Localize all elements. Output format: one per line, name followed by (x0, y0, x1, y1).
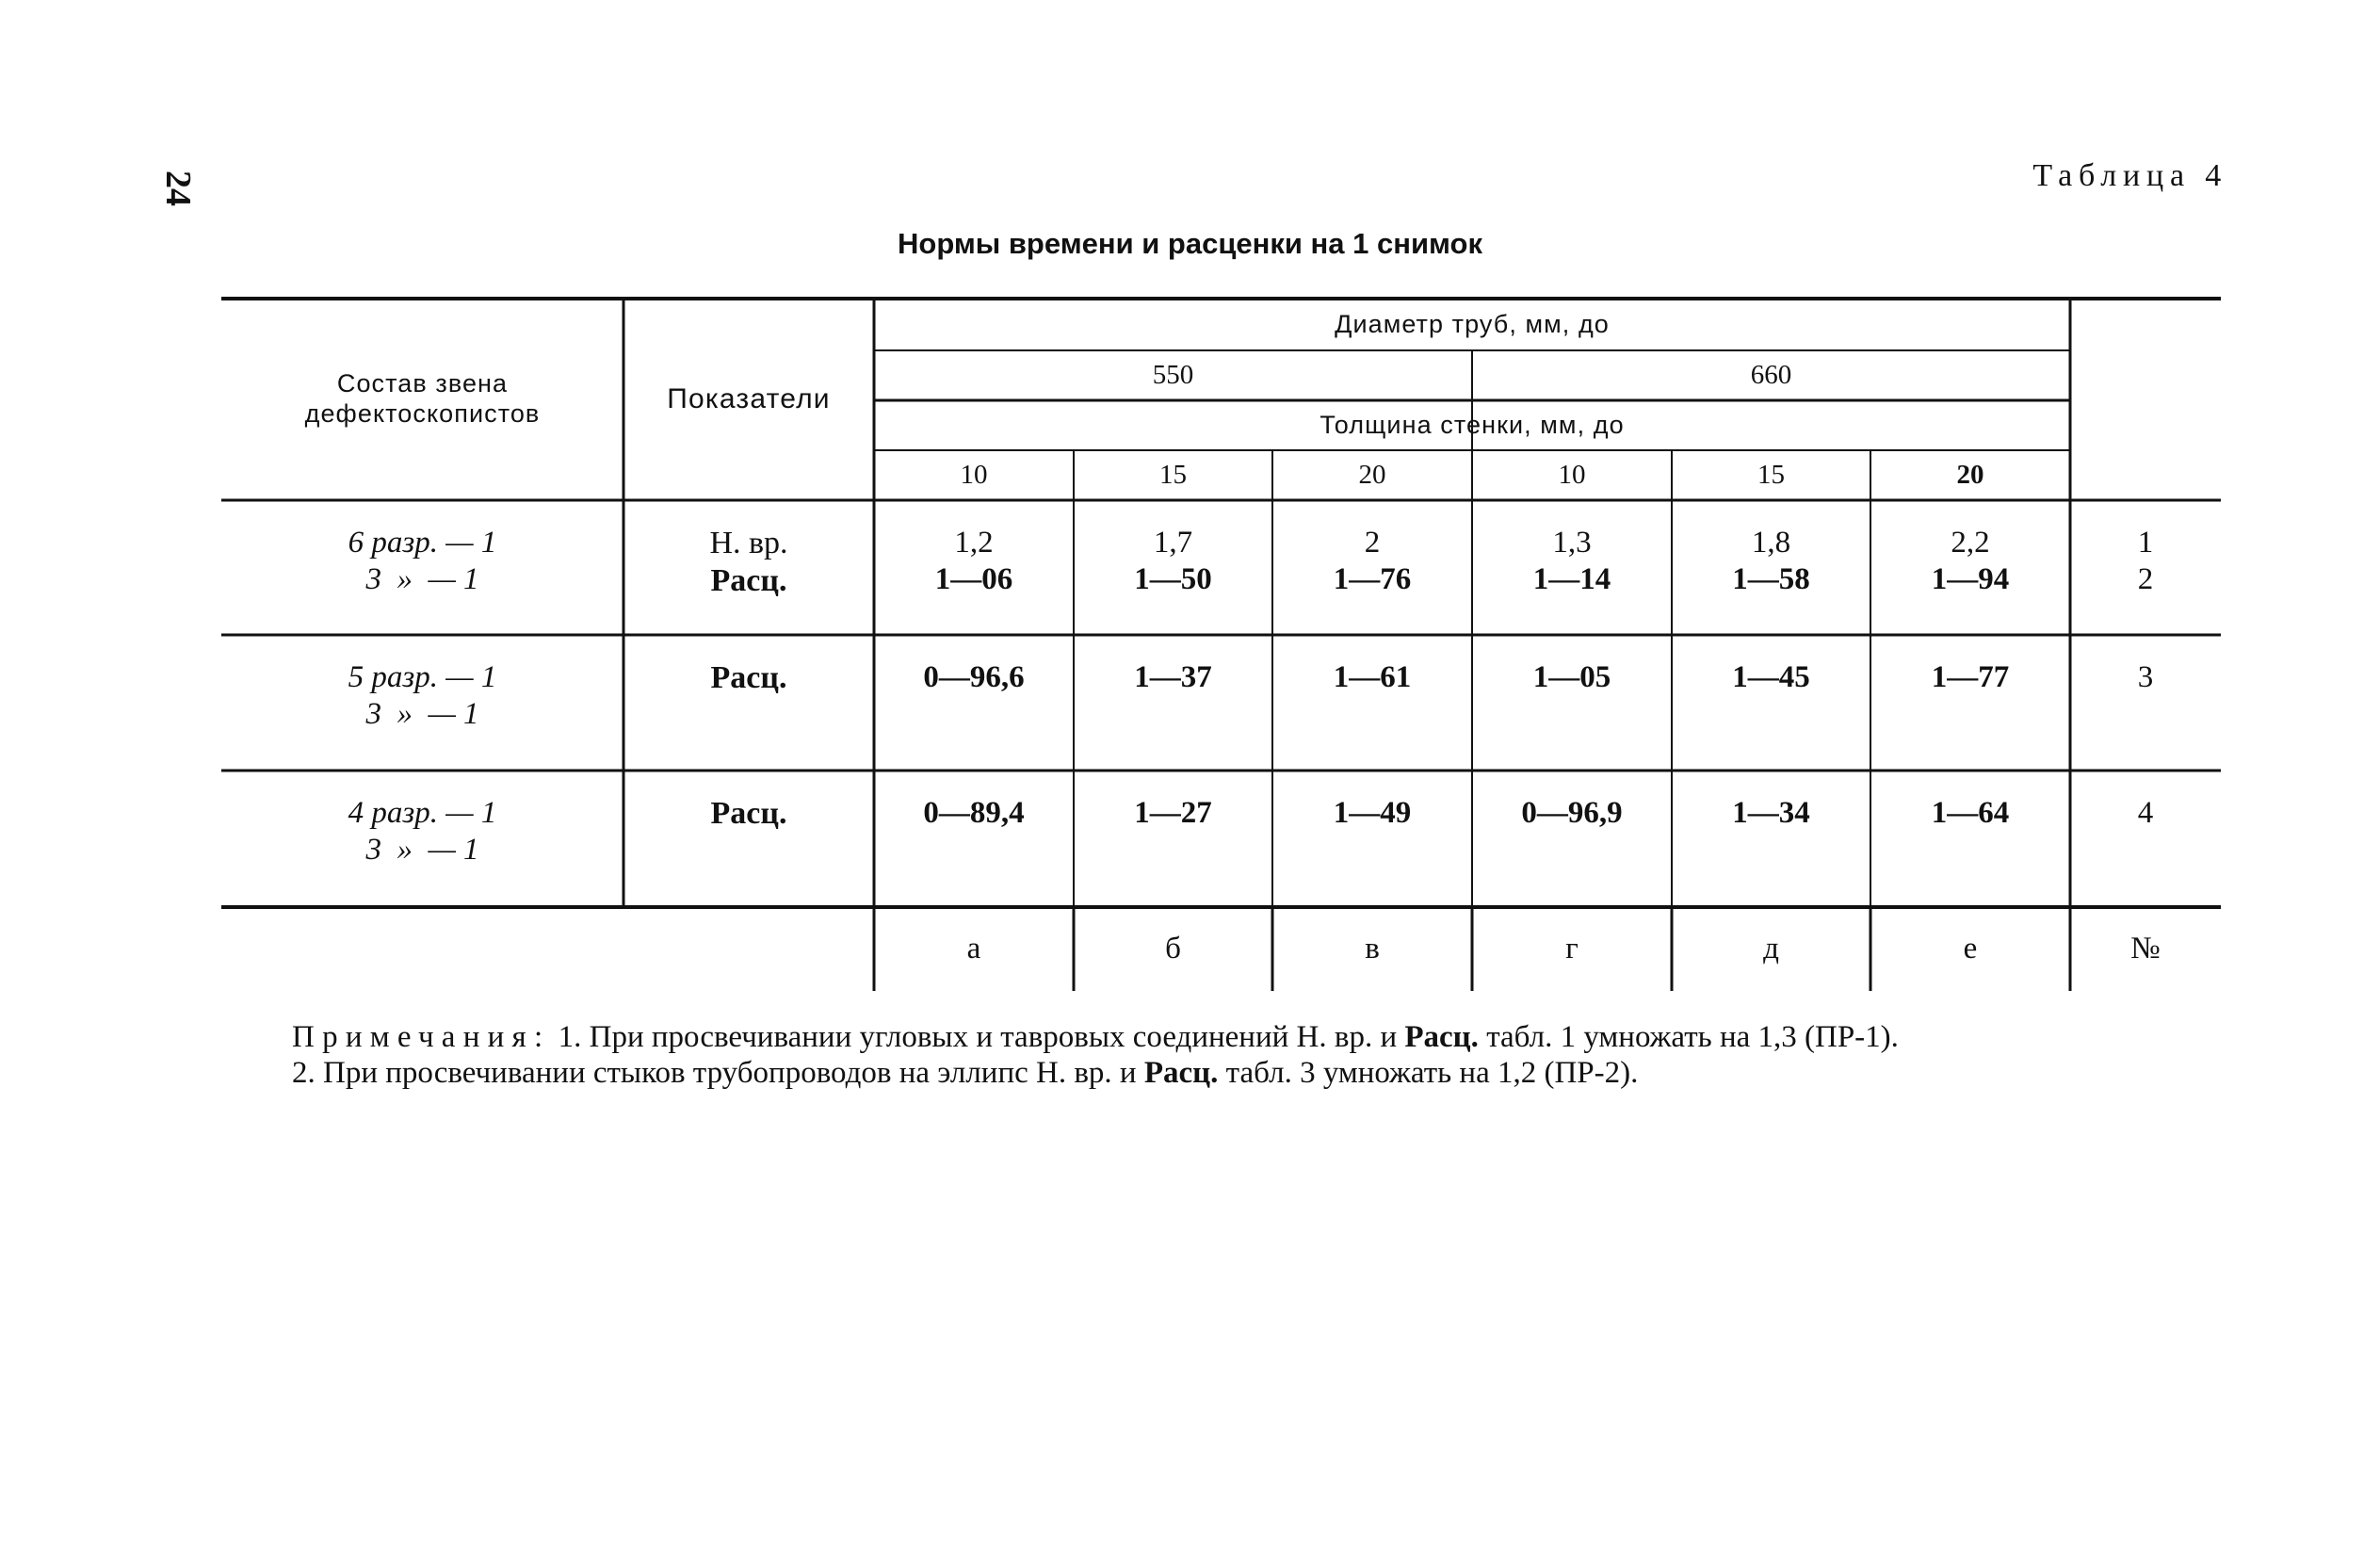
row1-indicator-norm: Н. вр. (709, 526, 788, 560)
note-1-bold: Расц. (1404, 1020, 1479, 1054)
note-1-text-a: 1. При просвечивании угловых и тавровых соединений Н. вр. и (550, 1020, 1405, 1054)
row1-col-d (1472, 500, 1672, 635)
row1-col-f-norm: 2,2 (1951, 526, 1990, 560)
row2-col-d: 1—05 (1532, 660, 1611, 694)
column-letter-f: е (1963, 932, 1978, 966)
row1-col-a-norm: 1,2 (954, 526, 994, 560)
row2-composition (221, 635, 623, 771)
note-line-1 (292, 1019, 2232, 1055)
row1-number-1: 1 (2137, 526, 2154, 560)
page-number: 24 (158, 170, 198, 206)
header-thickness-a: 10 (960, 460, 988, 491)
row1-indicators (623, 500, 874, 635)
header-diameter: Диаметр труб, мм, до (1335, 309, 1610, 338)
row1-col-b-norm: 1,7 (1153, 526, 1193, 560)
row3-indicators (623, 771, 874, 907)
row1-col-c-norm: 2 (1364, 526, 1381, 560)
note-1-text-b: табл. 1 умножать на 1,3 (ПР-1). (1478, 1020, 1899, 1054)
row1-number-2: 2 (2137, 561, 2154, 596)
row1-col-e (1672, 500, 1870, 635)
row2-col-e: 1—45 (1732, 660, 1810, 694)
row1-col-a (874, 500, 1074, 635)
header-thickness-d: 10 (1558, 460, 1586, 491)
header-diameter-660: 660 (1750, 360, 1792, 391)
table-notes (292, 1019, 2232, 1091)
row1-col-e-rate: 1—58 (1732, 561, 1810, 596)
row2-composition-line1: 5 разр. — 1 (348, 660, 497, 694)
row3-number: 4 (2137, 796, 2154, 830)
note-2-text-b: табл. 3 умножать на 1,2 (ПР-2). (1218, 1056, 1639, 1090)
row3-indicator-rate: Расц. (710, 796, 787, 831)
row1-composition (221, 500, 623, 635)
row3-col-b: 1—27 (1134, 796, 1212, 830)
row2-col-b: 1—37 (1134, 660, 1212, 694)
row1-col-d-rate: 1—14 (1532, 561, 1611, 596)
row1-col-b (1074, 500, 1272, 635)
header-wall-thickness: Толщина стенки, мм, до (1320, 410, 1625, 439)
header-thickness-e: 15 (1757, 460, 1785, 491)
row1-col-f (1870, 500, 2070, 635)
row3-composition-line1: 4 разр. — 1 (348, 796, 497, 830)
row2-composition-line2: 3 » — 1 (365, 696, 479, 731)
row1-col-e-norm: 1,8 (1751, 526, 1791, 560)
row2-col-a: 0—96,6 (923, 660, 1025, 694)
row1-col-c-rate: 1—76 (1333, 561, 1412, 596)
row1-col-a-rate: 1—06 (934, 561, 1013, 596)
row1-composition-line1: 6 разр. — 1 (348, 526, 497, 560)
column-letter-b: б (1165, 932, 1181, 966)
table-label: Таблица 4 (2032, 158, 2227, 193)
header-thickness-b: 15 (1159, 460, 1187, 491)
column-letter-d: г (1565, 932, 1579, 966)
column-letter-c: в (1365, 932, 1380, 966)
table-title: Нормы времени и расценки на 1 снимок (898, 227, 1482, 260)
note-2-text-a: 2. При просвечивании стыков трубопроводов на эллипс Н. вр. и (292, 1056, 1144, 1090)
row2-indicators (623, 635, 874, 771)
row1-composition-line2: 3 » — 1 (365, 561, 479, 596)
header-diameter-550: 550 (1152, 360, 1194, 391)
header-indicators-label: Показатели (667, 383, 831, 415)
row1-col-d-norm: 1,3 (1552, 526, 1592, 560)
row2-col-c: 1—61 (1333, 660, 1412, 694)
row1-number (2070, 500, 2221, 635)
row2-number: 3 (2137, 660, 2154, 694)
row1-col-c (1272, 500, 1472, 635)
column-letter-number: № (2130, 932, 2161, 966)
column-letter-e: д (1763, 932, 1779, 966)
row3-composition-line2: 3 » — 1 (365, 832, 479, 867)
row1-indicator-rate: Расц. (710, 563, 787, 599)
header-thickness-f: 20 (1956, 460, 1984, 491)
header-composition (221, 299, 623, 500)
row1-col-f-rate: 1—94 (1931, 561, 2010, 596)
row3-col-c: 1—49 (1333, 796, 1412, 830)
row1-col-b-rate: 1—50 (1134, 561, 1212, 596)
row3-col-e: 1—34 (1732, 796, 1810, 830)
note-line-2 (292, 1055, 2232, 1091)
header-composition-line1: Состав звена (336, 369, 509, 398)
row3-col-f: 1—64 (1931, 796, 2010, 830)
row3-col-a: 0—89,4 (923, 796, 1025, 830)
row3-composition (221, 771, 623, 907)
row2-indicator-rate: Расц. (710, 660, 787, 695)
header-composition-line2: дефектоскопистов (304, 399, 541, 428)
row3-col-d: 0—96,9 (1521, 796, 1623, 830)
header-indicators (623, 299, 874, 500)
row2-col-f: 1—77 (1931, 660, 2010, 694)
notes-label: Примечания: (292, 1020, 551, 1054)
note-2-bold: Расц. (1143, 1056, 1219, 1090)
column-letter-a: а (966, 932, 981, 966)
header-thickness-c: 20 (1358, 460, 1386, 491)
